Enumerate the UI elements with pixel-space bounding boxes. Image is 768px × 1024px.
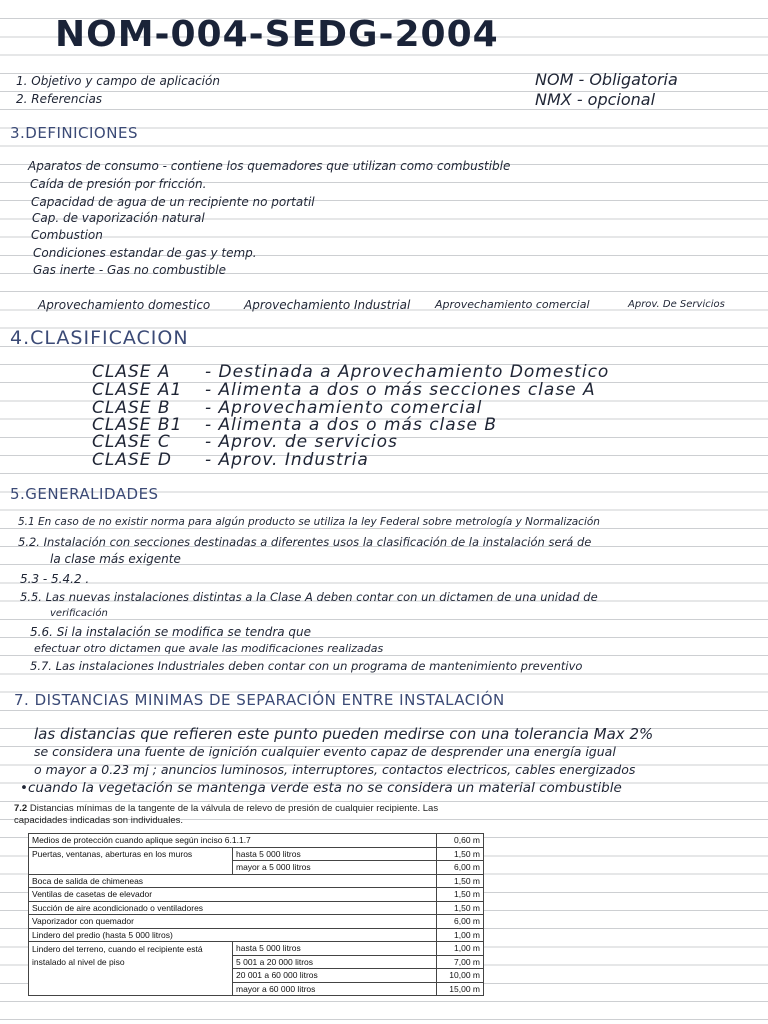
generalidad-line: 5.7. Las instalaciones Industriales deben contar con un programa de mantenimiento preventivo (30, 659, 583, 673)
generalidad-line: verificación (50, 608, 108, 619)
clase-label: CLASE B (92, 398, 171, 418)
distances-table (28, 833, 484, 996)
generalidad-line: la clase más exigente (50, 552, 181, 566)
table-cell: Boca de salida de chimeneas (29, 874, 437, 888)
nmx-note: NMX - opcional (535, 90, 656, 109)
table-value: 7,00 m (437, 955, 484, 969)
clase-label: CLASE B1 (92, 415, 183, 435)
definicion-item: Capacidad de agua de un recipiente no portatil (31, 195, 315, 209)
table-value: 1,50 m (437, 874, 484, 888)
clase-desc: - Alimenta a dos o más clase B (205, 415, 498, 435)
generalidad-line: 5.2. Instalación con secciones destinadas a diferentes usos la clasificación de la instalación será de (18, 535, 592, 549)
table-cell (29, 969, 233, 983)
table-cell: mayor a 5 000 litros (233, 861, 437, 875)
aprovechamiento-domestico: Aprovechamiento domestico (38, 298, 211, 312)
table-row (29, 955, 484, 969)
table-cell: Lindero del predio (hasta 5 000 litros) (29, 928, 437, 942)
table-cell: Puertas, ventanas, aberturas en los muros (29, 847, 233, 874)
table-value: 6,00 m (437, 861, 484, 875)
table-row (29, 834, 484, 848)
definicion-item: Condiciones estandar de gas y temp. (33, 246, 257, 260)
table-value: 15,00 m (437, 982, 484, 996)
clase-label: CLASE D (92, 450, 172, 470)
table-value: 0,60 m (437, 834, 484, 848)
distancia-line: las distancias que refieren este punto pueden medirse con una tolerancia Max 2% (34, 725, 654, 743)
table-row (29, 901, 484, 915)
clase-label: CLASE A (92, 362, 171, 382)
intro-item-1: 1. Objetivo y campo de aplicación (16, 74, 220, 88)
clase-desc: - Destinada a Aprovechamiento Domestico (205, 362, 610, 382)
aprovechamiento-servicios: Aprov. De Servicios (628, 299, 725, 310)
generalidad-line: efectuar otro dictamen que avale las modificaciones realizadas (34, 642, 384, 655)
nom-note: NOM - Obligatoria (535, 70, 678, 89)
distancia-line: se considera una fuente de ignición cualquier evento capaz de desprender una energía igual (34, 744, 616, 759)
table-row (29, 969, 484, 983)
clase-desc: - Aprov. Industria (205, 450, 369, 470)
clase-desc: - Aprov. de servicios (205, 432, 398, 452)
table-cell: 20 001 a 60 000 litros (233, 969, 437, 983)
page-title: NOM-004-SEDG-2004 (55, 14, 499, 55)
generalidad-line: 5.6. Si la instalación se modifica se tendra que (30, 625, 312, 639)
table-row (29, 874, 484, 888)
table-cell: instalado al nivel de piso (29, 955, 233, 969)
generalidades-heading: 5.GENERALIDADES (10, 485, 159, 503)
definiciones-heading: 3.DEFINICIONES (10, 124, 138, 142)
clase-desc: - Aprovechamiento comercial (205, 398, 483, 418)
clase-label: CLASE C (92, 432, 171, 452)
table-value: 1,00 m (437, 928, 484, 942)
table-cell: hasta 5 000 litros (233, 847, 437, 861)
distancia-line: o mayor a 0.23 mj ; anuncios luminosos, interruptores, contactos electricos, cables energizados (34, 762, 636, 777)
table-row (29, 942, 484, 956)
table-row (29, 847, 484, 861)
table-row (29, 982, 484, 996)
table-cell: Vaporizador con quemador (29, 915, 437, 929)
table-value: 10,00 m (437, 969, 484, 983)
clasificacion-heading: 4.CLASIFICACION (10, 327, 189, 349)
generalidad-line: 5.1 En caso de no existir norma para algún producto se utiliza la ley Federal sobre metrología y Normalización (18, 516, 600, 528)
definicion-item: Cap. de vaporización natural (32, 211, 205, 225)
table-value: 1,50 m (437, 847, 484, 861)
printed-caption (14, 803, 494, 827)
table-value: 1,50 m (437, 901, 484, 915)
definicion-item: Caída de presión por fricción. (30, 177, 207, 191)
table-row (29, 928, 484, 942)
table-value: 6,00 m (437, 915, 484, 929)
table-cell: 5 001 a 20 000 litros (233, 955, 437, 969)
table-cell: Medios de protección cuando aplique según inciso 6.1.1.7 (29, 834, 437, 848)
table-cell: mayor a 60 000 litros (233, 982, 437, 996)
definicion-item: Combustion (31, 228, 103, 242)
intro-item-2: 2. Referencias (16, 92, 103, 106)
generalidad-line: 5.3 - 5.4.2 . (20, 572, 90, 586)
distancias-heading: 7. DISTANCIAS MINIMAS DE SEPARACIÓN ENTRE INSTALACIÓN (14, 691, 505, 709)
clase-desc: - Alimenta a dos o más secciones clase A (205, 380, 596, 400)
table-cell (29, 982, 233, 996)
aprovechamiento-industrial: Aprovechamiento Industrial (244, 298, 411, 312)
aprovechamiento-comercial: Aprovechamiento comercial (435, 298, 590, 311)
table-cell: Ventilas de casetas de elevador (29, 888, 437, 902)
clase-label: CLASE A1 (92, 380, 183, 400)
definicion-item: Aparatos de consumo - contiene los quemadores que utilizan como combustible (28, 159, 511, 173)
table-value: 1,50 m (437, 888, 484, 902)
definicion-item: Gas inerte - Gas no combustible (33, 263, 226, 277)
distancia-line: •cuando la vegetación se mantenga verde esta no se considera un material combustible (20, 780, 622, 796)
table-value: 1,00 m (437, 942, 484, 956)
table-row (29, 888, 484, 902)
generalidad-line: 5.5. Las nuevas instalaciones distintas a la Clase A deben contar con un dictamen de una unidad de (20, 590, 598, 604)
caption-number: 7.2 (14, 803, 28, 814)
table-cell: hasta 5 000 litros (233, 942, 437, 956)
table-cell: Succión de aire acondicionado o ventiladores (29, 901, 437, 915)
table-row (29, 915, 484, 929)
caption-text: Distancias mínimas de la tangente de la válvula de relevo de presión de cualquier recipiente. Las capacidades indicadas son individuales. (14, 803, 439, 826)
table-cell: Lindero del terreno, cuando el recipiente está (29, 942, 233, 956)
